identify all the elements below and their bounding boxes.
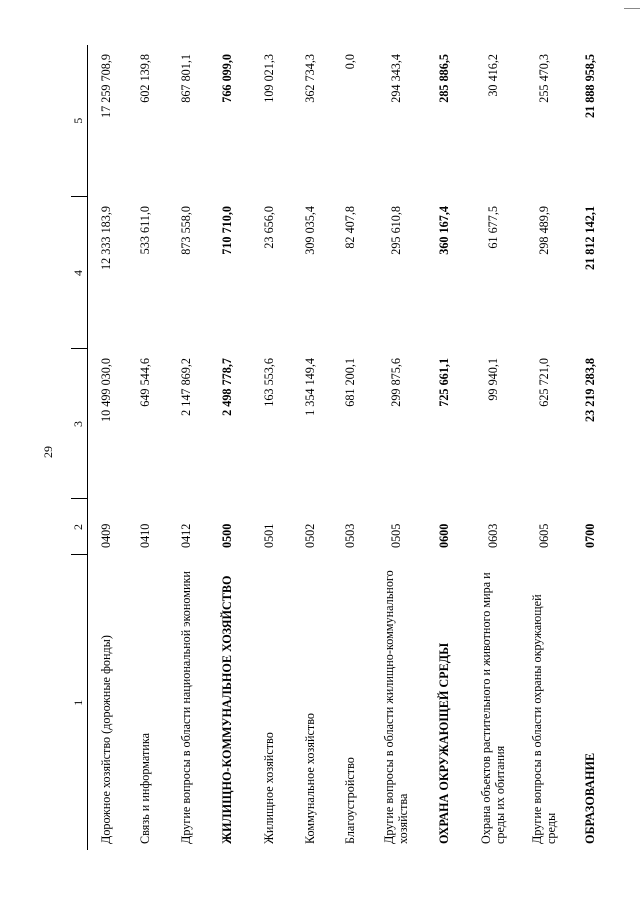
- table-row-section: [568, 45, 612, 850]
- table-row: [520, 45, 568, 850]
- row-code: 0600: [436, 523, 451, 548]
- table-row: [248, 45, 290, 850]
- row-name: Охрана объектов растительного и животного мира и среды их обитания: [479, 572, 507, 844]
- row-name: Другие вопросы в области национальной экономики: [179, 571, 193, 844]
- page-number: 29: [41, 446, 55, 458]
- row-value-col4: 82 407,8: [342, 206, 357, 249]
- row-value-col4: 360 167,4: [436, 206, 451, 255]
- row-value-col4: 23 656,0: [261, 206, 276, 249]
- row-value-col5: 30 416,2: [485, 54, 500, 97]
- column-header: 1: [71, 555, 88, 850]
- row-name: Другие вопросы в области охраны окружающей среды: [530, 594, 558, 844]
- row-value-col5: 17 259 708,9: [98, 54, 113, 118]
- row-name: Дорожное хозяйство (дорожные фонды): [99, 635, 113, 844]
- row-value-col3: 625 721,0: [536, 358, 551, 407]
- row-code: 0412: [178, 523, 193, 548]
- row-code: 0500: [219, 523, 234, 548]
- row-value-col4: 12 333 183,9: [98, 206, 113, 270]
- row-name: Благоустройство: [343, 757, 357, 844]
- row-value-col3: 163 553,6: [261, 358, 276, 407]
- row-name: Жилищное хозяйство: [262, 732, 276, 844]
- table-row-section: [206, 45, 248, 850]
- row-value-col4: 295 610,8: [388, 206, 403, 255]
- table-row: [166, 45, 206, 850]
- row-code: 0605: [536, 523, 551, 548]
- row-value-col5: 285 886,5: [436, 54, 451, 103]
- row-code: 0700: [582, 523, 597, 548]
- budget-table: [71, 45, 612, 850]
- row-value-col3: 2 498 778,7: [219, 358, 234, 416]
- row-value-col3: 299 875,6: [388, 358, 403, 407]
- column-header: 3: [71, 349, 88, 499]
- row-value-col5: 0,0: [342, 54, 357, 70]
- row-code: 0502: [302, 523, 317, 548]
- row-code: 0410: [137, 523, 152, 548]
- column-header: 2: [71, 499, 88, 555]
- table-row: [290, 45, 330, 850]
- column-header: 5: [71, 45, 88, 197]
- row-code: 0603: [485, 523, 500, 548]
- row-value-col5: 109 021,3: [261, 54, 276, 103]
- row-value-col5: 294 343,4: [388, 54, 403, 103]
- row-code: 0503: [342, 523, 357, 548]
- row-value-col4: 298 489,9: [536, 206, 551, 255]
- row-value-col3: 2 147 869,2: [178, 358, 193, 416]
- row-value-col3: 10 499 030,0: [98, 358, 113, 422]
- column-header: 4: [71, 197, 88, 349]
- row-name: Другие вопросы в области жилищно-коммунального хозяйства: [382, 570, 410, 844]
- row-name: ОБРАЗОВАНИЕ: [583, 752, 597, 844]
- row-name: ЖИЛИЩНО-КОММУНАЛЬНОЕ ХОЗЯЙСТВО: [220, 575, 234, 844]
- row-code: 0409: [98, 523, 113, 548]
- row-value-col3: 649 544,6: [137, 358, 152, 407]
- row-value-col3: 23 219 283,8: [582, 358, 597, 422]
- row-value-col5: 362 734,3: [302, 54, 317, 103]
- table-row: [370, 45, 422, 850]
- row-value-col5: 255 470,3: [536, 54, 551, 103]
- row-value-col4: 533 611,0: [137, 206, 152, 255]
- row-value-col4: 710 710,0: [219, 206, 234, 255]
- row-value-col5: 21 888 958,5: [582, 54, 597, 118]
- row-value-col3: 681 200,1: [342, 358, 357, 407]
- row-value-col5: 867 801,1: [178, 54, 193, 103]
- table-row: [330, 45, 370, 850]
- row-code: 0501: [261, 523, 276, 548]
- row-value-col4: 873 558,0: [178, 206, 193, 255]
- table-row-section: [422, 45, 466, 850]
- row-value-col5: 766 099,0: [219, 54, 234, 103]
- table-row: [88, 45, 125, 850]
- row-code: 0505: [388, 523, 403, 548]
- row-value-col4: 61 677,5: [485, 206, 500, 249]
- row-name: Связь и информатика: [138, 733, 152, 844]
- row-value-col3: 99 940,1: [485, 358, 500, 401]
- table-row: [466, 45, 520, 850]
- row-value-col4: 309 035,4: [302, 206, 317, 255]
- table-header-row: [71, 45, 88, 850]
- row-name: Коммунальное хозяйство: [303, 713, 317, 844]
- row-name: ОХРАНА ОКРУЖАЮЩЕЙ СРЕДЫ: [437, 642, 451, 844]
- row-value-col4: 21 812 142,1: [582, 206, 597, 270]
- row-value-col5: 602 139,8: [137, 54, 152, 103]
- row-value-col3: 725 661,1: [436, 358, 451, 407]
- row-value-col3: 1 354 149,4: [302, 358, 317, 416]
- table-row: [124, 45, 166, 850]
